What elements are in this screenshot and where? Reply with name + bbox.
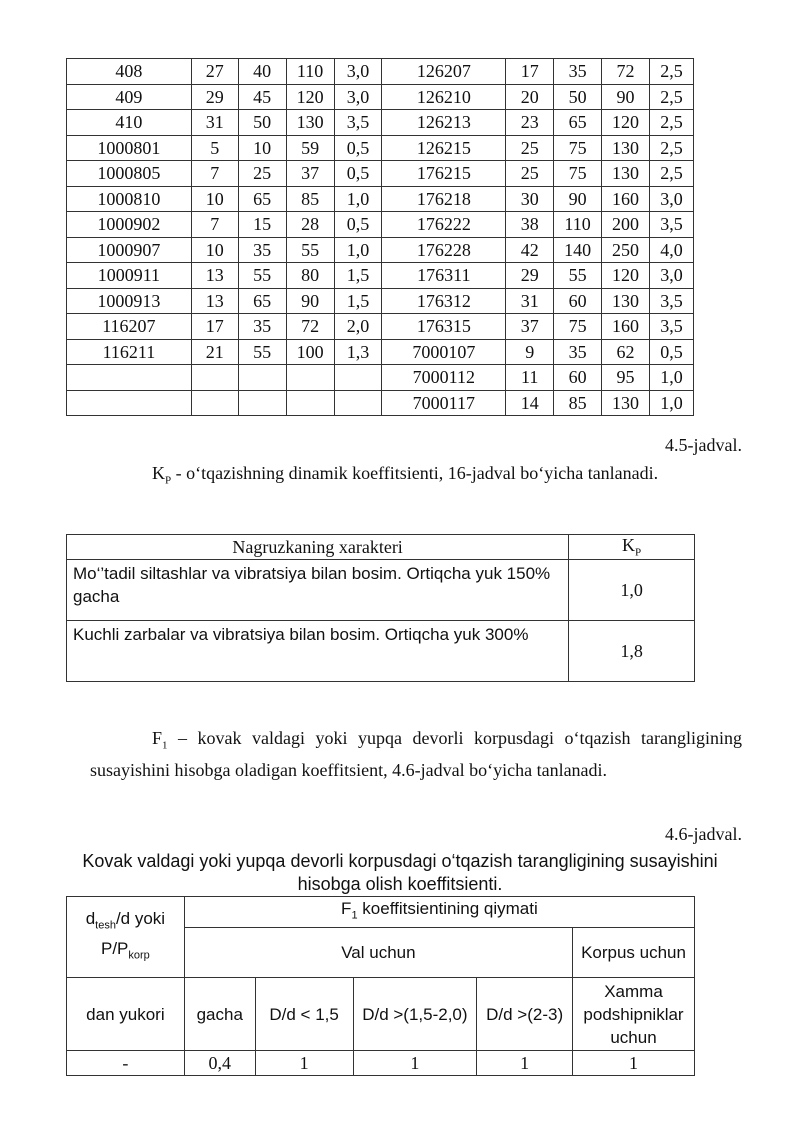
header-ratio: $d_{tesh}/d$ yoki $P/P_{korp}$ — [67, 897, 185, 978]
table-row — [67, 560, 695, 621]
table-cell: 75 — [554, 161, 602, 187]
kp-paragraph — [90, 461, 742, 493]
table-cell: 130 — [602, 135, 650, 161]
table-cell: 1,0 — [649, 365, 693, 391]
table-cell: 1000907 — [67, 237, 192, 263]
table-cell: 59 — [286, 135, 334, 161]
table-cell: 176311 — [382, 263, 506, 289]
load-description: Kuchli zarbalar va vibratsiya bilan bosim. Ortiqcha yuk 300% — [67, 621, 569, 682]
table-cell: 25 — [506, 135, 554, 161]
table-cell: 3,5 — [649, 314, 693, 340]
header-housing: Korpus uchun — [573, 928, 695, 978]
table-cell: 126210 — [382, 84, 506, 110]
table-cell: 176222 — [382, 212, 506, 238]
bearing-dimensions-table — [66, 58, 694, 416]
table-cell: 23 — [506, 110, 554, 136]
table-row — [67, 288, 694, 314]
table-cell: 35 — [238, 237, 286, 263]
kp-value: 1,0 — [569, 560, 695, 621]
table-cell: 3,0 — [334, 59, 382, 85]
table-cell: 2,5 — [649, 110, 693, 136]
table-cell: 126215 — [382, 135, 506, 161]
table-cell: 130 — [286, 110, 334, 136]
table-row — [67, 339, 694, 365]
table-body — [67, 59, 694, 416]
table-cell: 2,0 — [334, 314, 382, 340]
table-cell: 2,5 — [649, 84, 693, 110]
table-cell: 37 — [506, 314, 554, 340]
kp-description: - o‘tqazishning dinamik koeffitsienti, 16-jadval bo‘yicha tanlanadi. — [171, 463, 659, 483]
table-row — [67, 1051, 695, 1076]
table-row — [67, 390, 694, 416]
f1-coefficient-table — [66, 896, 695, 1076]
f1-description: – kovak valdagi yoki yupqa devorli korpusdagi o‘tqazish tarangligining susayishini hisobga oladigan koeffitsient, 4.6-jadval bo‘yicha tanlanadi. — [90, 728, 742, 780]
table-cell: 11 — [506, 365, 554, 391]
subheader-cell: gacha — [184, 978, 255, 1051]
kp-symbol: K — [152, 463, 165, 483]
table-cell — [238, 390, 286, 416]
table-cell: 60 — [554, 365, 602, 391]
table-cell: 1000913 — [67, 288, 192, 314]
table-cell: 62 — [602, 339, 650, 365]
f1-subscript: 1 — [162, 739, 168, 752]
table-cell: 1000810 — [67, 186, 192, 212]
table-cell: 9 — [506, 339, 554, 365]
table-row — [67, 263, 694, 289]
table-cell: 38 — [506, 212, 554, 238]
table-cell: 31 — [191, 110, 238, 136]
table-cell: 1000902 — [67, 212, 192, 238]
table-cell: 1,5 — [334, 288, 382, 314]
f1-paragraph — [90, 726, 742, 782]
table-cell: 3,5 — [649, 288, 693, 314]
table-cell — [191, 390, 238, 416]
table-cell: 160 — [602, 314, 650, 340]
table-cell: 20 — [506, 84, 554, 110]
header-load-character: Nagruzkaning xarakteri — [67, 535, 569, 560]
table-cell: 3,5 — [334, 110, 382, 136]
table-cell: 55 — [286, 237, 334, 263]
table-cell: 1,0 — [334, 186, 382, 212]
table-cell: 7 — [191, 161, 238, 187]
table-cell: 17 — [506, 59, 554, 85]
table-row — [67, 314, 694, 340]
table-cell: 13 — [191, 263, 238, 289]
table-cell: 1 — [353, 1051, 477, 1076]
table-cell — [334, 390, 382, 416]
table-cell: 3,0 — [649, 186, 693, 212]
table-cell: 31 — [506, 288, 554, 314]
table-cell: 408 — [67, 59, 192, 85]
table-cell: 50 — [238, 110, 286, 136]
table-cell: 1 — [477, 1051, 573, 1076]
table-cell: 90 — [554, 186, 602, 212]
table-cell: 130 — [602, 161, 650, 187]
table-cell: 1000911 — [67, 263, 192, 289]
table-cell — [334, 365, 382, 391]
table-cell: 21 — [191, 339, 238, 365]
table-header-row — [67, 535, 695, 560]
table-cell: 75 — [554, 314, 602, 340]
table-cell: 42 — [506, 237, 554, 263]
table-cell: 28 — [286, 212, 334, 238]
load-character-table — [66, 534, 695, 682]
table-cell: 35 — [554, 339, 602, 365]
table-row — [67, 161, 694, 187]
table-cell: 120 — [602, 110, 650, 136]
table-cell: 176312 — [382, 288, 506, 314]
table-cell: 1,0 — [649, 390, 693, 416]
subheader-cell: D/d >(2-3) — [477, 978, 573, 1051]
table-cell: 130 — [602, 390, 650, 416]
table-row — [67, 110, 694, 136]
table-cell: 176315 — [382, 314, 506, 340]
table-cell: 176215 — [382, 161, 506, 187]
table-cell: 95 — [602, 365, 650, 391]
table-cell: 120 — [602, 263, 650, 289]
table-cell: 7000112 — [382, 365, 506, 391]
table-cell: 5 — [191, 135, 238, 161]
table-cell: 55 — [238, 263, 286, 289]
table-cell: 2,5 — [649, 59, 693, 85]
table-cell: 2,5 — [649, 161, 693, 187]
table-label-4-5: 4.5-jadval. — [665, 435, 742, 455]
table-row — [67, 84, 694, 110]
table-cell: 10 — [238, 135, 286, 161]
table-cell: 45 — [238, 84, 286, 110]
table-cell: 90 — [286, 288, 334, 314]
table-cell: 25 — [238, 161, 286, 187]
table-caption-4-6: Kovak valdagi yoki yupqa devorli korpusdagi o‘tqazish tarangligining susayishini hisobga olish koeffitsienti. — [82, 851, 718, 894]
table-cell: 50 — [554, 84, 602, 110]
table-cell: 250 — [602, 237, 650, 263]
subheader-cell: Xamma podshipniklar uchun — [573, 978, 695, 1051]
table-cell: 40 — [238, 59, 286, 85]
table-cell: 55 — [554, 263, 602, 289]
table-cell: 1,5 — [334, 263, 382, 289]
table-cell: 410 — [67, 110, 192, 136]
table-cell: 126213 — [382, 110, 506, 136]
table-cell: 85 — [554, 390, 602, 416]
table-cell: 1,3 — [334, 339, 382, 365]
subheader-cell: D/d >(1,5-2,0) — [353, 978, 477, 1051]
header-kp: $K_P$ — [569, 535, 695, 560]
table-cell: 29 — [191, 84, 238, 110]
table-cell: 27 — [191, 59, 238, 85]
table-cell: 35 — [554, 59, 602, 85]
table-cell — [67, 365, 192, 391]
table-label-4-6: 4.6-jadval. — [665, 824, 742, 844]
table-row — [67, 59, 694, 85]
table-cell: 1 — [255, 1051, 353, 1076]
subheader-row — [67, 978, 695, 1051]
table-cell: 110 — [286, 59, 334, 85]
table-cell: 160 — [602, 186, 650, 212]
table-cell: 120 — [286, 84, 334, 110]
kp-subscript: P — [165, 474, 172, 487]
table-cell: 0,5 — [334, 161, 382, 187]
table-row — [67, 237, 694, 263]
table-cell: 80 — [286, 263, 334, 289]
table-cell: 30 — [506, 186, 554, 212]
table-cell: 4,0 — [649, 237, 693, 263]
table-cell: 100 — [286, 339, 334, 365]
table-cell: 14 — [506, 390, 554, 416]
table-cell: 29 — [506, 263, 554, 289]
table-cell: 15 — [238, 212, 286, 238]
table-cell: 0,5 — [334, 212, 382, 238]
table-cell: 7000117 — [382, 390, 506, 416]
table-row — [67, 135, 694, 161]
table-cell: 75 — [554, 135, 602, 161]
table-cell — [286, 390, 334, 416]
table-cell: 65 — [554, 110, 602, 136]
table-cell: 55 — [238, 339, 286, 365]
table-cell: 0,4 — [184, 1051, 255, 1076]
table-cell: 126207 — [382, 59, 506, 85]
table-cell: 3,5 — [649, 212, 693, 238]
subheader-cell: dan yukori — [67, 978, 185, 1051]
table-cell: 17 — [191, 314, 238, 340]
table-cell: 7000107 — [382, 339, 506, 365]
table-cell: 176228 — [382, 237, 506, 263]
kp-value: 1,8 — [569, 621, 695, 682]
table-cell: 25 — [506, 161, 554, 187]
f1-symbol: F — [152, 728, 163, 748]
table-cell: 140 — [554, 237, 602, 263]
table-cell: 110 — [554, 212, 602, 238]
table-cell: 116211 — [67, 339, 192, 365]
table-cell: 90 — [602, 84, 650, 110]
table-row — [67, 365, 694, 391]
table-cell — [67, 390, 192, 416]
header-shaft: Val uchun — [184, 928, 572, 978]
table-cell: 1000805 — [67, 161, 192, 187]
table-cell: 65 — [238, 186, 286, 212]
table-cell: 10 — [191, 186, 238, 212]
table-cell: 116207 — [67, 314, 192, 340]
load-description: Mo‘’tadil siltashlar va vibratsiya bilan bosim. Ortiqcha yuk 150% gacha — [67, 560, 569, 621]
table-row — [67, 621, 695, 682]
table-cell: 2,5 — [649, 135, 693, 161]
table-cell: 0,5 — [649, 339, 693, 365]
table-cell: 13 — [191, 288, 238, 314]
table-cell: 60 — [554, 288, 602, 314]
table-cell: 35 — [238, 314, 286, 340]
table-cell: 176218 — [382, 186, 506, 212]
table-cell: 7 — [191, 212, 238, 238]
table-cell — [238, 365, 286, 391]
table-cell: 409 — [67, 84, 192, 110]
table-row — [67, 212, 694, 238]
table-cell: - — [67, 1051, 185, 1076]
table-cell: 3,0 — [649, 263, 693, 289]
table-cell: 1000801 — [67, 135, 192, 161]
table-cell: 200 — [602, 212, 650, 238]
table-cell: 72 — [602, 59, 650, 85]
table-cell: 37 — [286, 161, 334, 187]
table-cell: 3,0 — [334, 84, 382, 110]
subheader-cell: D/d < 1,5 — [255, 978, 353, 1051]
table-cell: 10 — [191, 237, 238, 263]
table-cell: 85 — [286, 186, 334, 212]
table-cell: 1,0 — [334, 237, 382, 263]
header-f1-values: $F_1$ koeffitsientining qiymati — [184, 897, 694, 928]
table-cell: 130 — [602, 288, 650, 314]
table-cell: 1 — [573, 1051, 695, 1076]
table-row — [67, 186, 694, 212]
table-cell — [286, 365, 334, 391]
table-cell: 0,5 — [334, 135, 382, 161]
table-cell — [191, 365, 238, 391]
table-cell: 65 — [238, 288, 286, 314]
table-cell: 72 — [286, 314, 334, 340]
